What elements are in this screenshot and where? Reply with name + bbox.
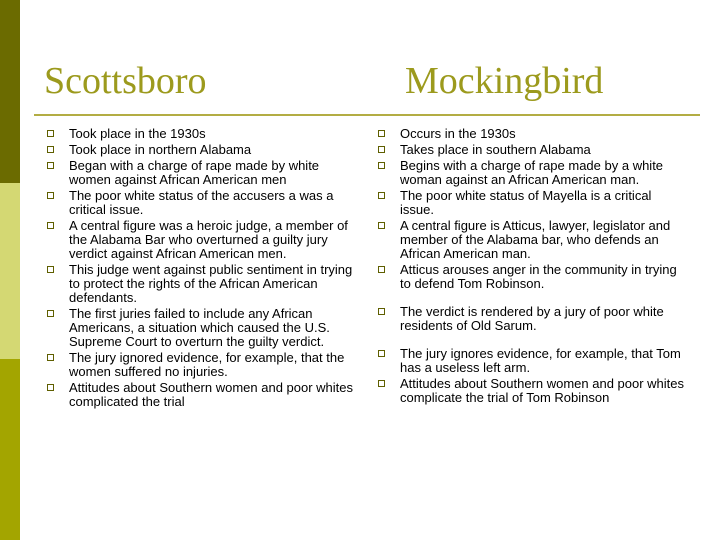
square-bullet-icon [47, 162, 54, 169]
list-item-text: Begins with a charge of rape made by a white woman against an African American man. [400, 158, 664, 187]
list-item-text: Attitudes about Southern women and poor whites complicate the trial of Tom Robinson [400, 376, 685, 405]
side-band-middle [0, 183, 20, 359]
list-item-text: Takes place in southern Alabama [400, 142, 591, 157]
list-item [378, 347, 684, 375]
list-item [47, 263, 357, 305]
title-divider [34, 114, 700, 116]
side-band-top [0, 0, 20, 183]
list-item [378, 305, 684, 333]
list-item-text: The first juries failed to include any African Americans, a situation which caused the U.S. Supreme Court to overturn the guilty verdict. [69, 306, 330, 349]
square-bullet-icon [378, 350, 385, 357]
list-item [378, 143, 684, 157]
square-bullet-icon [378, 222, 385, 229]
square-bullet-icon [378, 162, 385, 169]
list-item-text: Occurs in the 1930s [400, 126, 516, 141]
square-bullet-icon [47, 266, 54, 273]
square-bullet-icon [47, 310, 54, 317]
list-item-text: The jury ignores evidence, for example, that Tom has a useless left arm. [400, 346, 681, 375]
square-bullet-icon [378, 380, 385, 387]
list-item-text: The verdict is rendered by a jury of poor white residents of Old Sarum. [400, 304, 664, 333]
square-bullet-icon [47, 222, 54, 229]
side-band-bottom [0, 359, 20, 540]
list-item [47, 351, 357, 379]
square-bullet-icon [47, 354, 54, 361]
square-bullet-icon [47, 192, 54, 199]
list-item-text: Took place in the 1930s [69, 126, 206, 141]
square-bullet-icon [378, 308, 385, 315]
list-item [47, 219, 357, 261]
column-title-mockingbird: Mockingbird [405, 60, 604, 102]
list-item [378, 263, 684, 291]
list-item [378, 377, 684, 405]
list-item-text: Atticus arouses anger in the community in trying to defend Tom Robinson. [400, 262, 677, 291]
list-item-text: The poor white status of Mayella is a critical issue. [400, 188, 652, 217]
list-item-text: Began with a charge of rape made by white women against African American men [69, 158, 320, 187]
square-bullet-icon [378, 146, 385, 153]
list-item [378, 189, 684, 217]
list-item [378, 127, 684, 141]
list-item [47, 143, 357, 157]
column-title-scottsboro: Scottsboro [44, 60, 207, 102]
square-bullet-icon [47, 130, 54, 137]
list-item [378, 159, 684, 187]
mockingbird-list [378, 127, 684, 407]
scottsboro-list [47, 127, 357, 411]
list-item-text: The poor white status of the accusers a was a critical issue. [69, 188, 334, 217]
list-item [47, 381, 357, 409]
list-item-text: A central figure is Atticus, lawyer, legislator and member of the Alabama bar, who defends an African American man. [400, 218, 671, 261]
list-item [47, 189, 357, 217]
list-item-text: The jury ignored evidence, for example, that the women suffered no injuries. [69, 350, 345, 379]
square-bullet-icon [47, 384, 54, 391]
list-item-text: Attitudes about Southern women and poor whites complicated the trial [69, 380, 354, 409]
list-item-text: This judge went against public sentiment in trying to protect the rights of the African American defendants. [69, 262, 353, 305]
list-item [47, 159, 357, 187]
square-bullet-icon [47, 146, 54, 153]
square-bullet-icon [378, 192, 385, 199]
list-item [47, 127, 357, 141]
square-bullet-icon [378, 130, 385, 137]
list-item [378, 219, 684, 261]
list-item-text: Took place in northern Alabama [69, 142, 252, 157]
list-item-text: A central figure was a heroic judge, a member of the Alabama Bar who overturned a guilty jury verdict against African American men. [69, 218, 348, 261]
square-bullet-icon [378, 266, 385, 273]
list-item [47, 307, 357, 349]
